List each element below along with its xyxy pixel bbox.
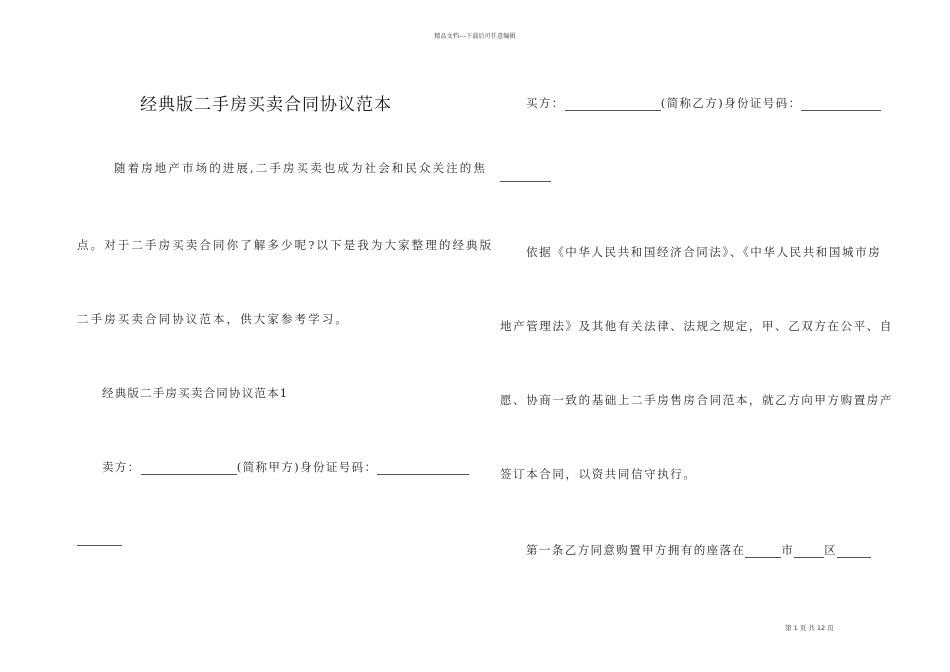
basis-line-3: 愿、协商一致的基础上二手房售房合同范本，就乙方向甲方购置房产 — [500, 393, 893, 407]
basis-line-2: 地产管理法》及其他有关法律、法规之规定，甲、乙双方在公平、自 — [500, 319, 893, 333]
city-blank — [745, 545, 781, 558]
basis-line-1: 依据《中华人民共和国经济合同法》、《中华人民共和国城市房 — [526, 245, 882, 259]
page-number: 第 1 页 共 12 页 — [785, 624, 834, 632]
intro-line-3: 二手房买卖合同协议范本，供大家参考学习。 — [77, 312, 349, 326]
article-1-line — [526, 542, 871, 558]
buyer-id-label: (简称乙方)身份证号码： — [660, 96, 802, 110]
basis-line-4: 签订本合同，以资共同信守执行。 — [500, 467, 697, 481]
article-1-text: 第一条乙方同意购置甲方拥有的座落在 — [526, 543, 746, 557]
seller-label: 卖方： — [102, 460, 141, 474]
district-blank — [837, 545, 871, 558]
seller-line — [102, 459, 469, 475]
buyer-id-blank-continued — [500, 181, 551, 182]
seller-name-blank — [141, 462, 237, 475]
city-label: 市 — [781, 543, 795, 557]
buyer-label: 买方： — [526, 96, 565, 110]
buyer-name-blank — [565, 98, 661, 111]
intro-line-2: 点。对于二手房买卖合同你了解多少呢?以下是我为大家整理的经典版 — [77, 238, 494, 252]
document-title: 经典版二手房买卖合同协议范本 — [140, 95, 392, 115]
buyer-line — [526, 95, 881, 111]
seller-id-blank — [377, 462, 469, 475]
page-header: 精品文档---下载后可任意编辑 — [434, 33, 516, 40]
buyer-id-blank — [801, 98, 881, 111]
seller-id-blank-continued — [77, 545, 122, 546]
seller-id-label: (简称甲方)身份证号码： — [236, 460, 378, 474]
contract-subheading: 经典版二手房买卖合同协议范本1 — [102, 386, 289, 400]
intro-line-1: 随着房地产市场的进展,二手房买卖也成为社会和民众关注的焦 — [114, 161, 487, 175]
district-label: 区 — [824, 543, 838, 557]
district-name-blank — [794, 545, 824, 558]
